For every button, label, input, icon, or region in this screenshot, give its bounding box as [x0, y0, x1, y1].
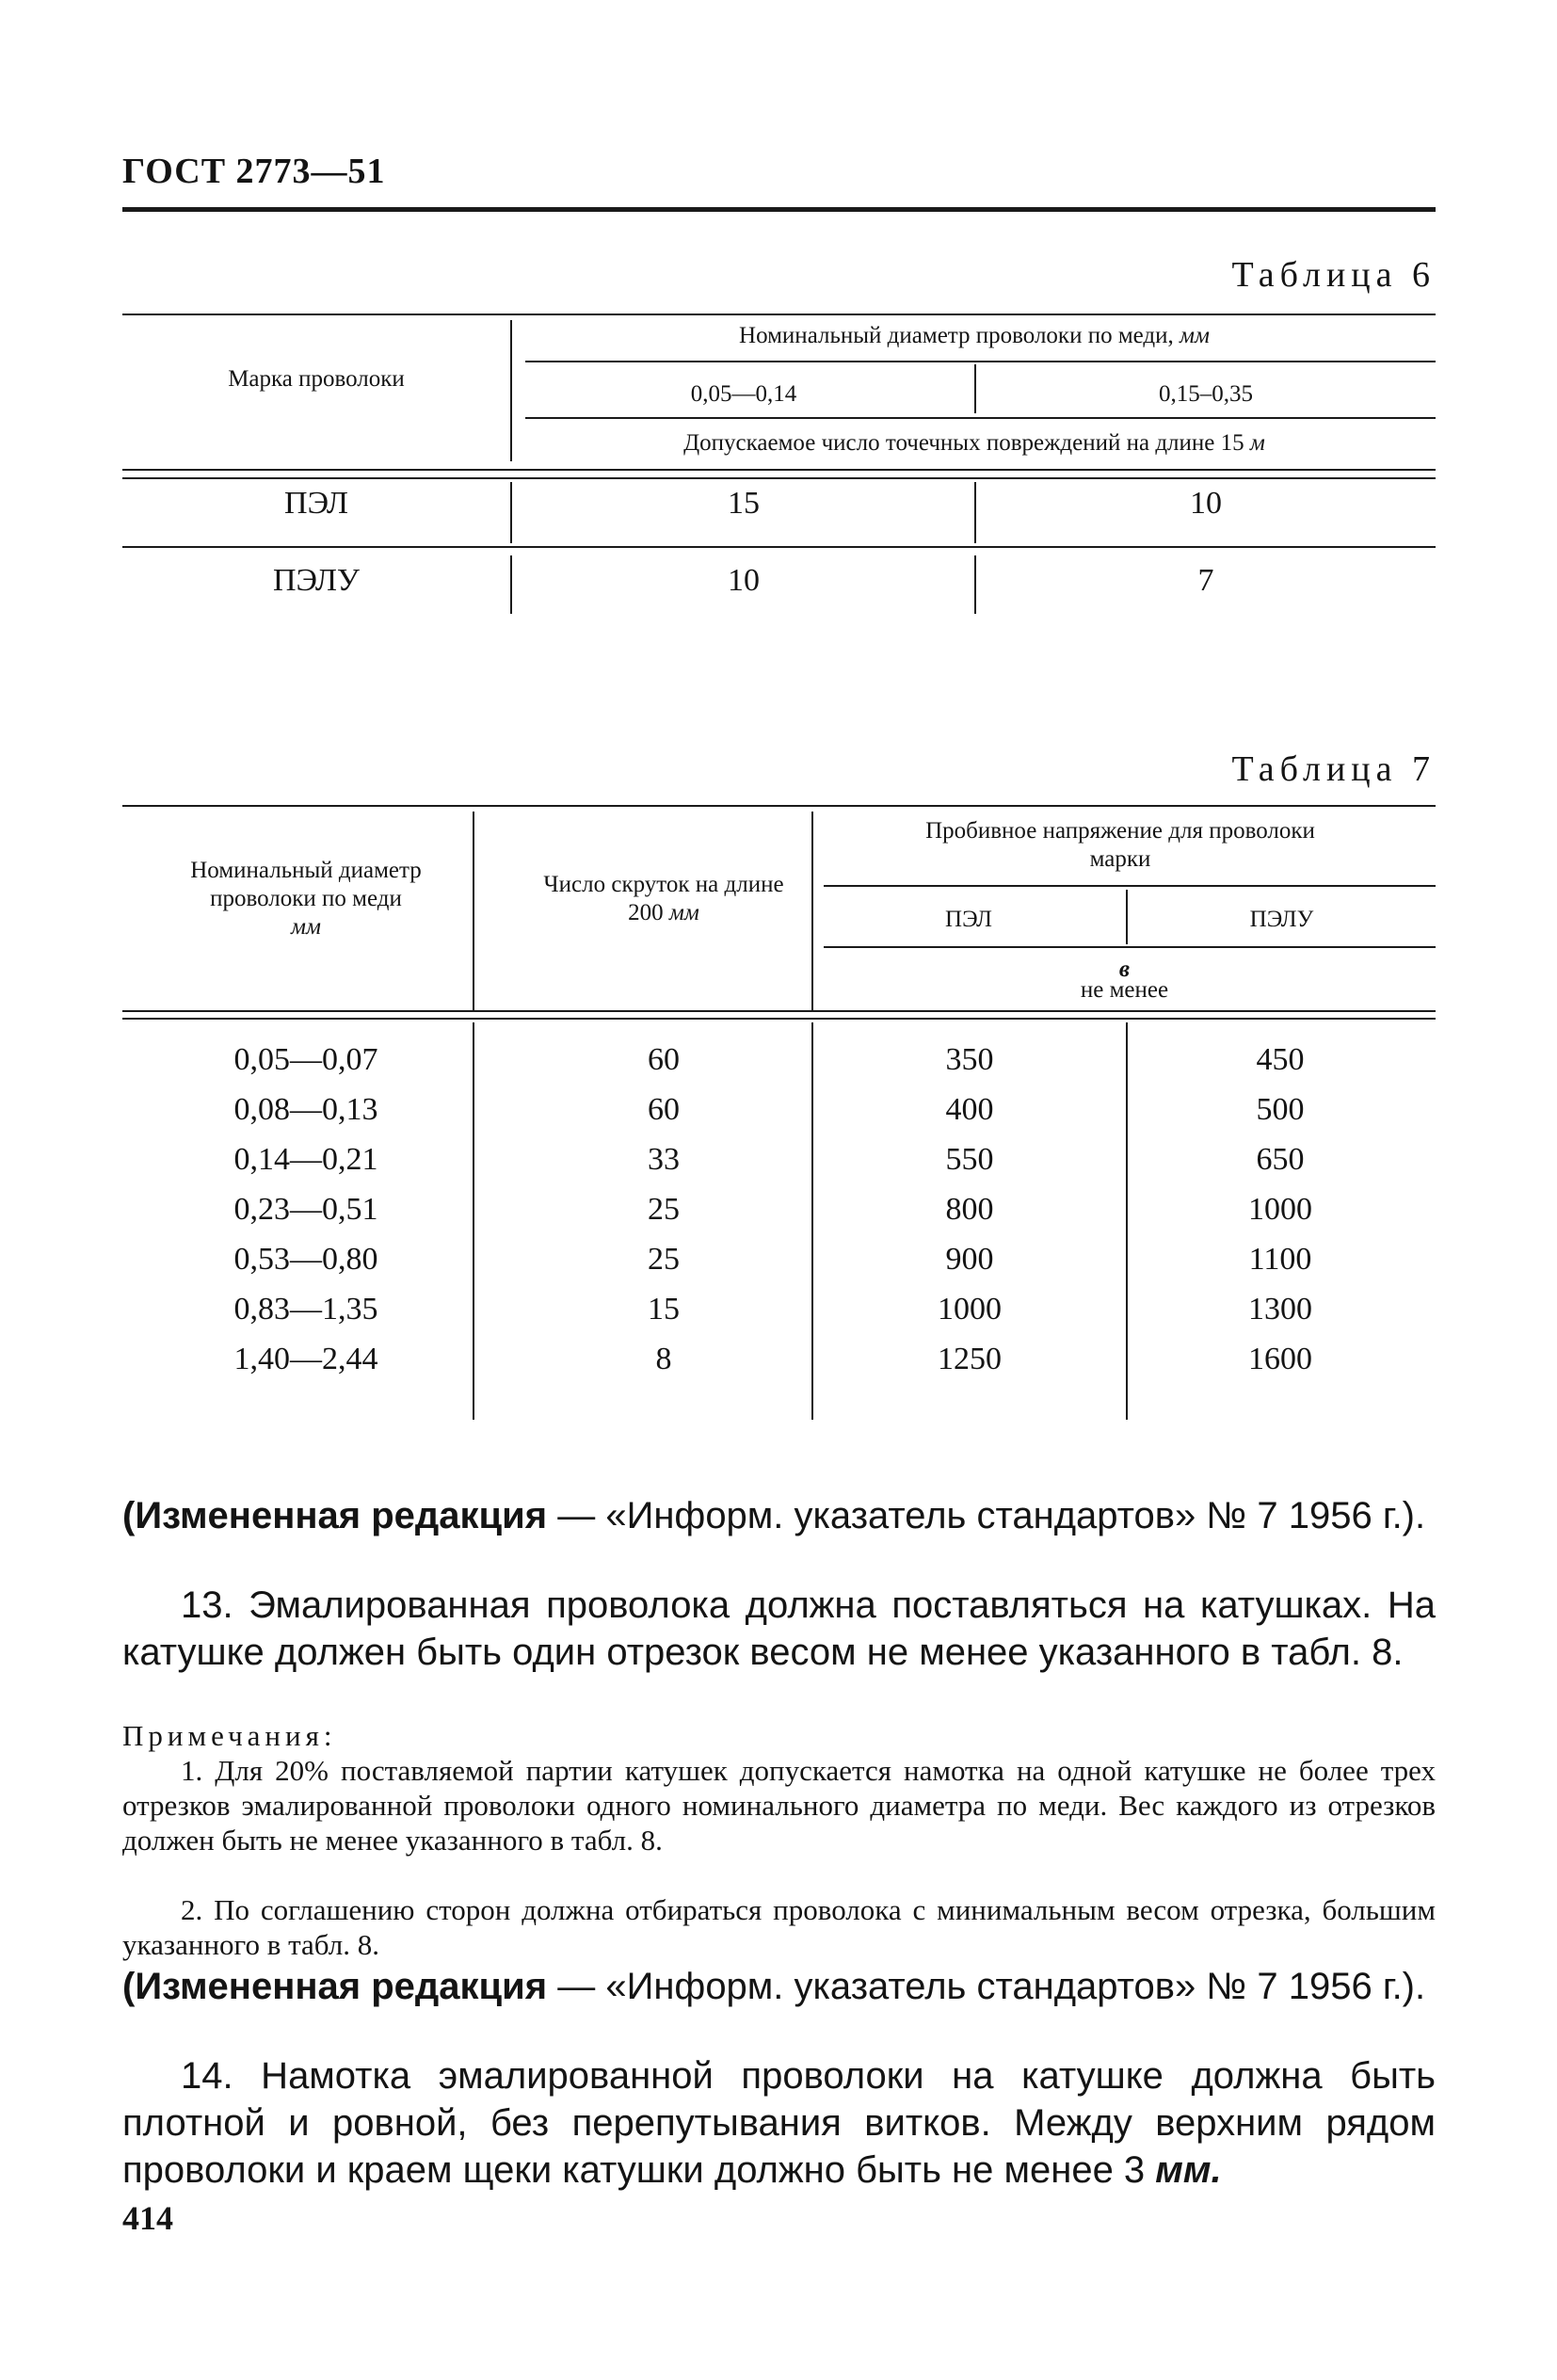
- table6-header-rule-b: [122, 477, 1436, 479]
- table7-cell-diameter: 0,23—0,51: [233, 1192, 378, 1227]
- table7-cell-diameter: 0,05—0,07: [233, 1042, 378, 1077]
- table7-col2-unit: мм: [668, 900, 699, 925]
- table7-cell-twists: 25: [648, 1192, 680, 1227]
- table7-cell-twists: 33: [648, 1142, 680, 1177]
- table7-top-rule: [122, 805, 1436, 807]
- table7-cell-diameter: 1,40—2,44: [233, 1342, 378, 1376]
- table7-cell-pelu: 450: [1256, 1042, 1305, 1077]
- table6-header-rule-a: [122, 469, 1436, 471]
- table7-row: [122, 1292, 1436, 1342]
- table7-body: [122, 1042, 1436, 1391]
- table7-cell-pelu: 650: [1256, 1142, 1305, 1177]
- table7-cell-pel: 900: [945, 1242, 994, 1277]
- table6-sub2: 0,15–0,35: [1159, 381, 1253, 407]
- table6-sub1: 0,05—0,14: [690, 381, 797, 407]
- notes-title: Примечания:: [122, 1719, 337, 1752]
- table7-caption: Таблица 7: [1231, 749, 1436, 789]
- table6-row-vline: [510, 555, 512, 614]
- table6-vline: [510, 320, 512, 461]
- table7-cell-diameter: 0,83—1,35: [233, 1292, 378, 1327]
- table7-unit-v: в: [1118, 957, 1131, 982]
- table6-cell-v1: 15: [728, 486, 760, 521]
- table6-row-vline: [510, 482, 512, 543]
- table7-unit: [813, 956, 1436, 1005]
- table7-sub-pel: ПЭЛ: [945, 907, 992, 932]
- table7-row: [122, 1092, 1436, 1142]
- table7-cell-pel: 1250: [938, 1342, 1002, 1376]
- edit-note-2-bold: (Измененная редакция: [122, 1966, 548, 2007]
- paragraph-13: 13. Эмалированная проволока должна поставляться на катушках. На катушке должен быть один отрезок весом не менее указанного в табл. 8.: [122, 1584, 1436, 1673]
- page-number: 414: [122, 2199, 173, 2237]
- table6-row-rule: [122, 546, 1436, 548]
- table7-header-rule-b: [122, 1018, 1436, 1020]
- table7-col1-unit: мм: [291, 914, 321, 940]
- table7-cell-diameter: 0,14—0,21: [233, 1142, 378, 1177]
- table7-cell-pelu: 1300: [1248, 1292, 1312, 1327]
- table7-cell-pelu: 1000: [1248, 1192, 1312, 1227]
- table7-row: [122, 1192, 1436, 1242]
- table6-sub-rule: [525, 417, 1436, 419]
- table6-cell-v1: 10: [728, 563, 760, 598]
- table7-cell-twists: 60: [648, 1042, 680, 1077]
- table7-cell-pel: 550: [945, 1142, 994, 1177]
- table7-cell-diameter: 0,08—0,13: [233, 1092, 378, 1127]
- table7-cell-pel: 400: [945, 1092, 994, 1127]
- table6-allowed-label: Допускаемое число точечных повреждений на длине 15 м: [683, 430, 1265, 456]
- table7-col1-header: [165, 857, 447, 941]
- table7-cell-pelu: 1100: [1248, 1242, 1312, 1277]
- table7-cell-twists: 8: [655, 1342, 672, 1376]
- table7-group-rule: [824, 885, 1436, 887]
- document-header: ГОСТ 2773—51: [122, 152, 386, 191]
- table7-sub-pelu: ПЭЛУ: [1249, 907, 1314, 932]
- header-rule: [122, 207, 1436, 212]
- paragraph-14-text: 14. Намотка эмалированной проволоки на катушке должна быть плотной и ровной, без перепутывания витков. Между верхним рядом проволоки и краем щеки катушки должно быть не менее 3: [122, 2055, 1436, 2191]
- edit-note-2-text: — «Информ. указатель стандартов» № 7 1956 г.).: [557, 1966, 1426, 2007]
- table7-cell-pel: 1000: [938, 1292, 1002, 1327]
- paragraph-14-unit: мм.: [1155, 2149, 1222, 2191]
- table7-cell-pel: 350: [945, 1042, 994, 1077]
- table6-cell-v2: 7: [1197, 563, 1214, 598]
- table7-row: [122, 1042, 1436, 1092]
- table7-group-header: Пробивное напряжение для проволоки марки: [925, 818, 1315, 872]
- table6-caption: Таблица 6: [1231, 255, 1436, 295]
- table7-cell-twists: 60: [648, 1092, 680, 1127]
- table6-cell-mark: ПЭЛ: [284, 486, 348, 521]
- table7-cell-twists: 15: [648, 1292, 680, 1327]
- table7-vline-1: [473, 812, 474, 1011]
- table7-cell-pelu: 500: [1256, 1092, 1305, 1127]
- table6-cell-mark: ПЭЛУ: [273, 563, 360, 598]
- table6-col-mark-header: Марка проволоки: [228, 366, 405, 392]
- table7-cell-diameter: 0,53—0,80: [233, 1242, 378, 1277]
- paragraph-14: [122, 2052, 1436, 2194]
- table7-cell-pel: 800: [945, 1192, 994, 1227]
- table6-top-rule: [122, 314, 1436, 315]
- table7-row: [122, 1342, 1436, 1391]
- table7-header-rule-a: [122, 1010, 1436, 1012]
- table7-col2-header-text: Число скруток на длине 200: [543, 872, 784, 925]
- edit-note-1: [122, 1492, 1436, 1539]
- edit-note-1-bold: (Измененная редакция: [122, 1495, 548, 1536]
- edit-note-1-text: — «Информ. указатель стандартов» № 7 1956 г.).: [557, 1495, 1426, 1536]
- table6-cell-v2: 10: [1190, 486, 1222, 521]
- note-2: 2. По соглашению сторон должна отбираться проволока с минимальным весом отрезка, большим указанного в табл. 8.: [122, 1893, 1436, 1961]
- table7-row: [122, 1142, 1436, 1192]
- table6-group-rule: [525, 361, 1436, 362]
- table7-sub-rule: [824, 946, 1436, 948]
- edit-note-2: [122, 1963, 1436, 2010]
- note-1: 1. Для 20% поставляемой партии катушек допускается намотка на одной катушке не более трех отрезков эмалированной проволоки одного номинального диаметра по меди. Вес каждого из отрезков должен быть не менее указанного в табл. 8.: [122, 1754, 1436, 1857]
- table6-group-header: Номинальный диаметр проволоки по меди, мм: [739, 323, 1210, 348]
- table7-unit-note: не менее: [1080, 977, 1169, 1003]
- table7-cell-twists: 25: [648, 1242, 680, 1277]
- table7-col1-header-text: Номинальный диаметр проволоки по меди: [190, 858, 422, 911]
- table7-row: [122, 1242, 1436, 1292]
- table7-col2-header: [541, 871, 786, 927]
- table7-cell-pelu: 1600: [1248, 1342, 1312, 1376]
